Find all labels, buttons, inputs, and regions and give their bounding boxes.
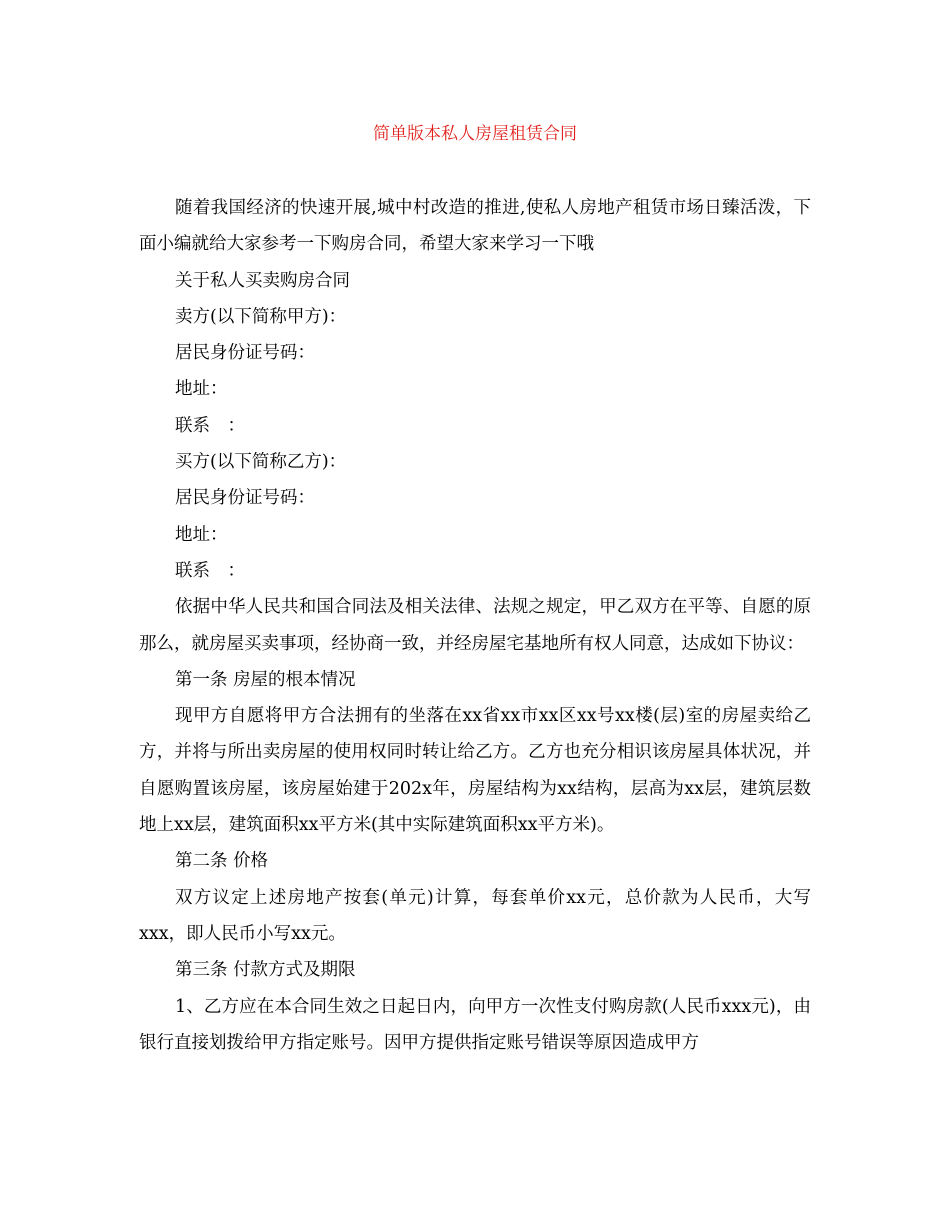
seller-label: 卖方(以下简称甲方)： [175, 306, 347, 327]
article-2-heading: 第二条 价格 [175, 851, 269, 872]
article-3-item-1: 1、乙方应在本合同生效之日起日内，向甲方一次性支付购房款(人民币xxx元)，由银行直接划拨给甲方指定账号。因甲方提供指定账号错误等原因造成甲方 [139, 996, 811, 1053]
buyer-contact-label: 联系 ： [175, 560, 245, 581]
buyer-address-label: 地址： [175, 524, 228, 545]
buyer-label: 买方(以下简称乙方)： [175, 452, 347, 473]
article-3-heading: 第三条 付款方式及期限 [175, 960, 356, 981]
article-1-heading: 第一条 房屋的根本情况 [175, 669, 356, 690]
seller-address-label: 地址： [175, 379, 228, 400]
article-2-body: 双方议定上述房地产按套(单元)计算，每套单价xx元，总价款为人民币，大写xxx，即人民币小写xx元。 [139, 887, 811, 944]
seller-id-label: 居民身份证号码： [175, 343, 315, 364]
document-body [139, 190, 811, 1061]
seller-contact-label: 联系 ： [175, 415, 245, 436]
section-heading: 关于私人买卖购房合同 [175, 270, 350, 291]
document-title: 简单版本私人房屋租赁合同 [373, 124, 577, 144]
intro-paragraph: 随着我国经济的快速开展,城中村改造的推进,使私人房地产租赁市场日臻活泼，下面小编就给大家参考一下购房合同，希望大家来学习一下哦 [139, 198, 811, 255]
agreement-basis-paragraph: 依据中华人民共和国合同法及相关法律、法规之规定，甲乙双方在平等、自愿的原那么，就房屋买卖事项，经协商一致，并经房屋宅基地所有权人同意，达成如下协议： [139, 597, 811, 654]
article-1-body: 现甲方自愿将甲方合法拥有的坐落在xx省xx市xx区xx号xx楼(层)室的房屋卖给乙方，并将与所出卖房屋的使用权同时转让给乙方。乙方也充分相识该房屋具体状况，并自愿购置该房屋，该房屋始建于202x年，房屋结构为xx结构，层高为xx层，建筑层数地上xx层，建筑面积xx平方米(其中实际建筑面积xx平方米)。 [139, 706, 811, 836]
buyer-id-label: 居民身份证号码： [175, 488, 315, 509]
